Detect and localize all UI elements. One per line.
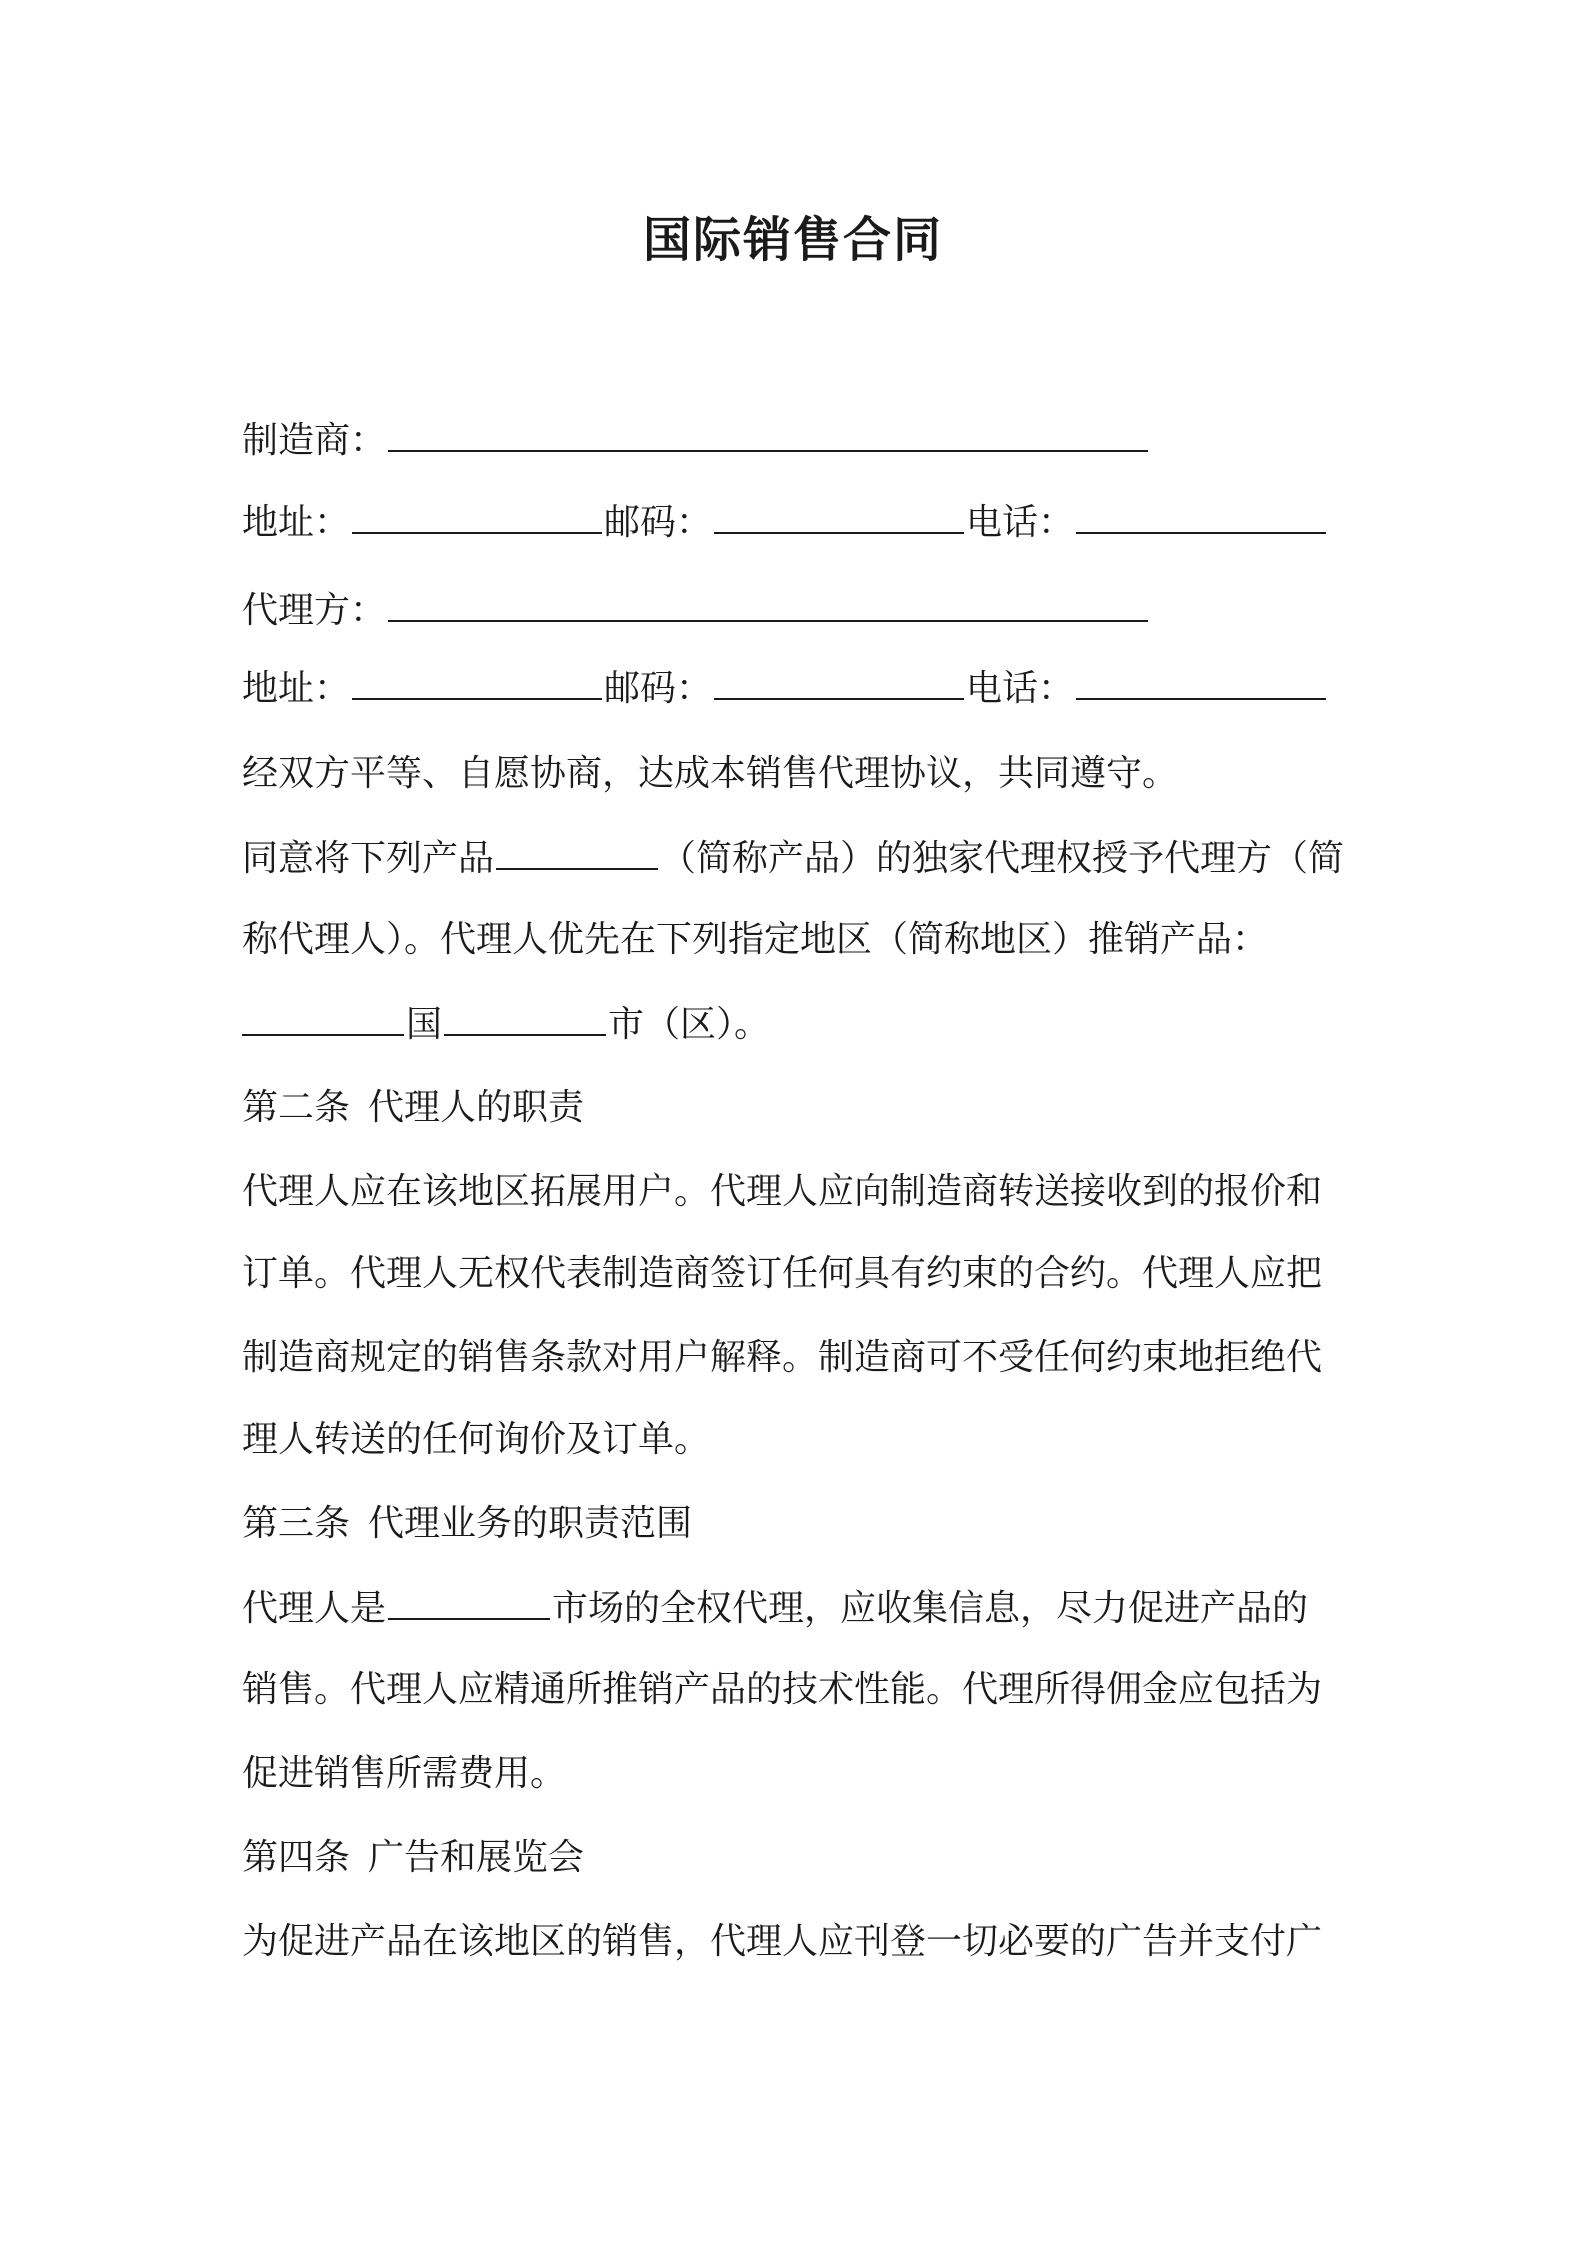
article-3-text-a: 代理人是 [242,1588,387,1629]
article-3-line-1 [242,1584,1308,1633]
article-2-heading [242,1084,584,1132]
paragraph-1-line-2: 称代理人）。代理人优先在下列指定地区（简称地区）推销产品： [242,919,1269,960]
manufacturer-phone-blank[interactable] [1076,498,1326,534]
article-2-line-3: 制造商规定的销售条款对用户解释。制造商可不受任何约束地拒绝代 [242,1337,1323,1378]
manufacturer-phone-label: 电话： [966,502,1075,543]
agent-contact-row [242,664,1328,713]
agent-blank[interactable] [388,586,1148,622]
paragraph-1-text-b: （简称产品）的独家代理权授予代理方（简 [660,838,1345,879]
manufacturer-postcode-label: 邮码： [604,502,713,543]
article-3-number: 第三条 [242,1503,351,1544]
document-title: 国际销售合同 [642,212,943,268]
manufacturer-label: 制造商： [242,420,387,461]
intro-paragraph: 经双方平等、自愿协商，达成本销售代理协议，共同遵守。 [242,753,1179,794]
article-2-line-4: 理人转送的任何询价及订单。 [242,1419,711,1460]
agent-address-blank[interactable] [352,664,602,700]
article-2-number: 第二条 [242,1087,351,1128]
market-blank[interactable] [388,1584,550,1620]
product-blank[interactable] [496,834,658,870]
article-3-text-b: 市场的全权代理，应收集信息，尽力促进产品的 [552,1588,1309,1629]
agent-phone-label: 电话： [966,668,1075,709]
article-3-heading [242,1500,692,1548]
article-4-heading [242,1834,584,1882]
agent-postcode-label: 邮码： [604,668,713,709]
manufacturer-address-label: 地址： [242,502,351,543]
agent-address-label: 地址： [242,668,351,709]
manufacturer-row [242,416,1150,465]
article-2-line-1: 代理人应在该地区拓展用户。代理人应向制造商转送接收到的报价和 [242,1171,1323,1212]
paragraph-1-line-3 [242,1000,770,1049]
agent-postcode-blank[interactable] [714,664,964,700]
article-4-line-1: 为促进产品在该地区的销售，代理人应刊登一切必要的广告并支付广 [242,1921,1323,1962]
paragraph-1-line-1 [242,834,1344,883]
article-4-number: 第四条 [242,1837,351,1878]
country-blank[interactable] [242,1000,404,1036]
manufacturer-blank[interactable] [388,416,1148,452]
article-2-line-2: 订单。代理人无权代表制造商签订任何具有约束的合约。代理人应把 [242,1253,1323,1294]
manufacturer-contact-row [242,498,1328,547]
article-4-title: 广告和展览会 [368,1837,585,1878]
paragraph-1-text-a: 同意将下列产品 [242,838,495,879]
article-3-line-3: 促进销售所需费用。 [242,1753,567,1794]
manufacturer-address-blank[interactable] [352,498,602,534]
manufacturer-postcode-blank[interactable] [714,498,964,534]
article-3-title: 代理业务的职责范围 [368,1503,693,1544]
agent-label: 代理方： [242,590,387,631]
agent-row [242,586,1150,635]
city-blank[interactable] [444,1000,606,1036]
article-2-title: 代理人的职责 [368,1087,585,1128]
article-3-line-2: 销售。代理人应精通所推销产品的技术性能。代理所得佣金应包括为 [242,1669,1323,1710]
country-label: 国 [406,1004,443,1045]
city-label: 市（区）。 [608,1004,771,1045]
agent-phone-blank[interactable] [1076,664,1326,700]
